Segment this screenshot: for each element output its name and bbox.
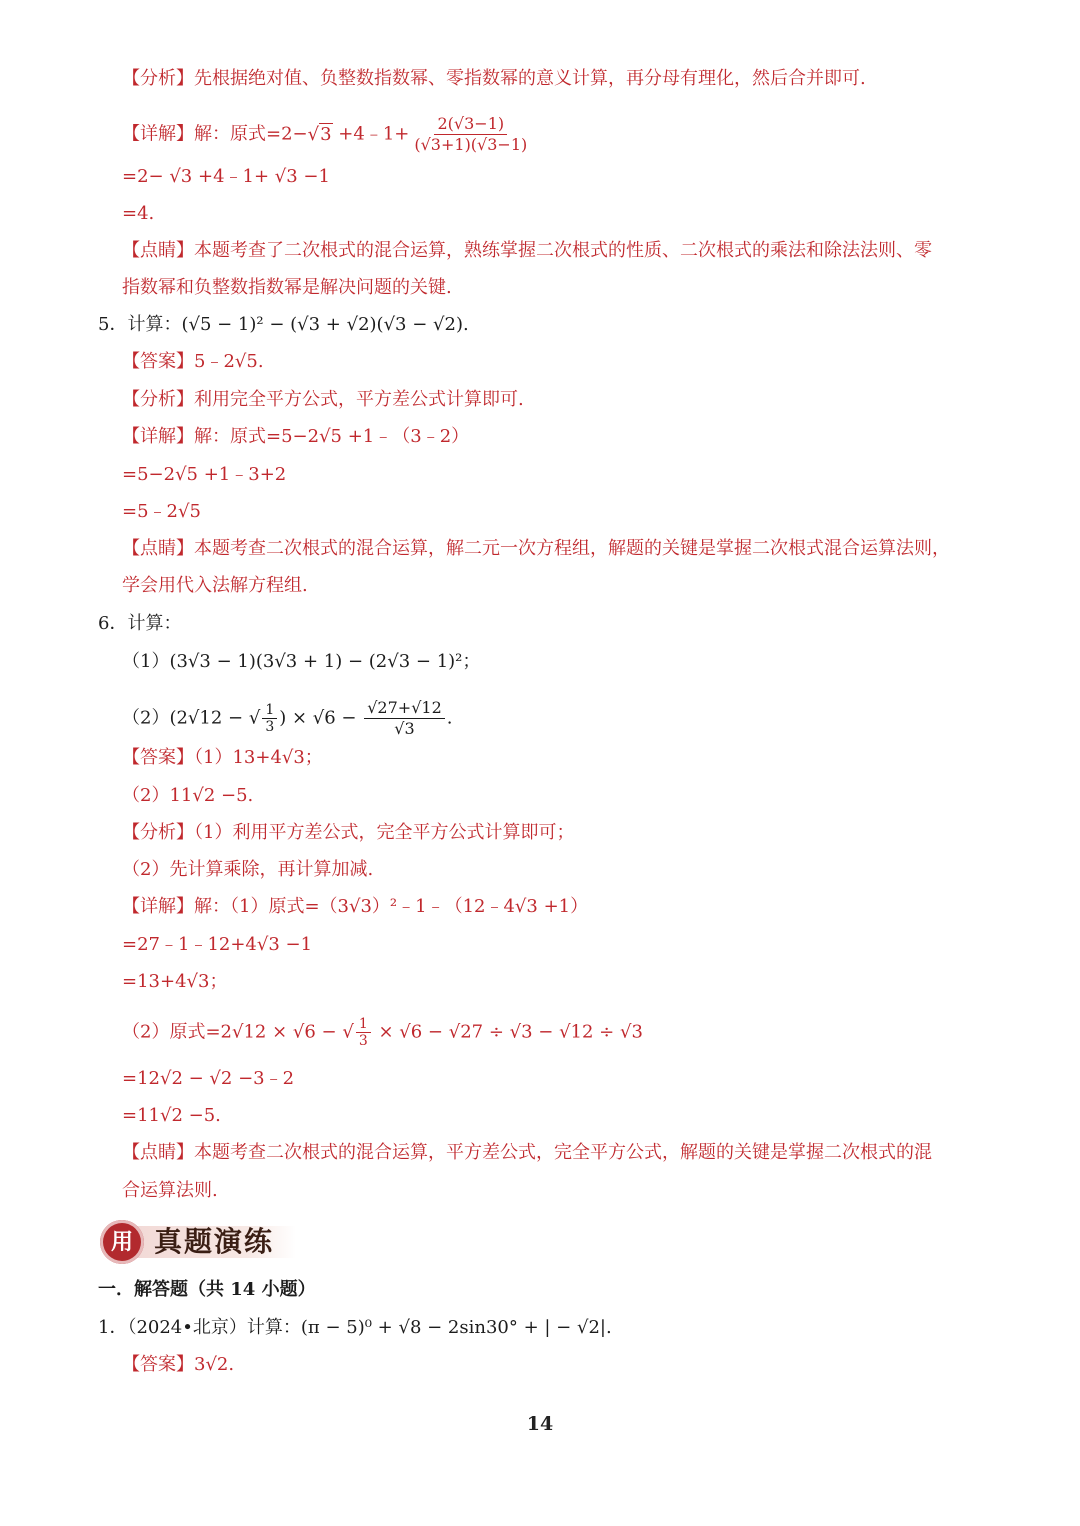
- step-line: =5−2√5 +1﹣3+2: [122, 464, 287, 485]
- comment-line: 合运算法则.: [122, 1180, 218, 1201]
- denominator: (√3+1)(√3−1): [414, 135, 528, 154]
- radicand: 3: [320, 123, 332, 145]
- text-segment: ) × √6 −: [279, 707, 363, 729]
- question-5: 5．计算：(√5 − 1)² − (√3 + √2)(√3 − √2).: [98, 314, 469, 335]
- answer-line: 【答案】3√2.: [122, 1354, 235, 1375]
- step-line: =12√2 − √2 −3﹣2: [122, 1068, 295, 1089]
- fraction: [262, 702, 277, 735]
- answer-line: 【答案】（1）13+4√3；: [122, 747, 323, 768]
- solution-line: 【详解】解：（1）原式=（3√3）²﹣1﹣（12﹣4√3 +1）: [122, 896, 589, 917]
- sqrt-expression: √ $\frac{1}{3}$: [249, 702, 279, 735]
- answer-line: 【答案】5﹣2√5.: [122, 351, 264, 372]
- section-heading: 一．解答题（共 14 小题）: [98, 1279, 316, 1300]
- text-segment: .: [446, 707, 453, 729]
- question-6-part-1: （1）(3√3 − 1)(3√3 + 1) − (2√3 − 1)²；: [122, 651, 481, 672]
- fraction: [356, 1016, 371, 1049]
- question-1: 1．（2024•北京）计算：(π − 5)⁰ + √8 − 2sin30° + | − √2|.: [98, 1317, 612, 1338]
- solution-line: [122, 1016, 643, 1049]
- denominator: 3: [265, 719, 275, 735]
- solution-line: [122, 114, 532, 155]
- text-segment: 【详解】解：原式=2−: [122, 123, 308, 145]
- numerator: 1: [356, 1016, 371, 1033]
- page-number: 14: [526, 1413, 554, 1435]
- text-segment: （2）原式=2√12 × √6 −: [122, 1021, 343, 1043]
- comment-line: 【点睛】本题考查二次根式的混合运算，解二元一次方程组，解题的关键是掌握二次根式混合运算法则，: [122, 538, 950, 559]
- analysis-line: 【分析】先根据绝对值、负整数指数幂、零指数幂的意义计算，再分母有理化，然后合并即可.: [122, 68, 866, 89]
- step-line: =27﹣1﹣12+4√3 −1: [122, 934, 313, 955]
- numerator: 1: [262, 702, 277, 719]
- analysis-line: 【分析】利用完全平方公式，平方差公式计算即可.: [122, 389, 524, 410]
- section-banner: [100, 1220, 296, 1264]
- solution-line: 【详解】解：原式=5−2√5 +1﹣（3﹣2）: [122, 426, 470, 447]
- sqrt-expression: √3: [307, 123, 332, 145]
- text-segment: +4﹣1+: [332, 123, 410, 145]
- step-line: =2− √3 +4﹣1+ √3 −1: [122, 166, 330, 187]
- result-line: =5﹣2√5: [122, 501, 201, 522]
- fraction: [411, 114, 530, 155]
- analysis-line: 【分析】（1）利用平方差公式，完全平方公式计算即可；: [122, 822, 575, 843]
- text-segment: （2）(2√12 −: [122, 707, 249, 729]
- result-line: =4.: [122, 203, 155, 224]
- banner-title: 真题演练: [154, 1225, 275, 1258]
- sqrt-expression: √ $\frac{1}{3}$: [342, 1016, 372, 1049]
- text-segment: × √6 − √27 ÷ √3 − √12 ÷ √3: [372, 1021, 643, 1043]
- numerator: √27+√12: [364, 698, 445, 719]
- comment-line: 【点睛】本题考查二次根式的混合运算，平方差公式，完全平方公式，解题的关键是掌握二次根式的混: [122, 1142, 932, 1163]
- denominator: √3: [394, 719, 415, 738]
- comment-line: 学会用代入法解方程组.: [122, 575, 308, 596]
- numerator: 2(√3−1): [434, 114, 507, 135]
- banner-badge: 用: [100, 1220, 144, 1264]
- result-line: =13+4√3；: [122, 971, 228, 992]
- answer-line: （2）11√2 −5.: [122, 785, 254, 806]
- analysis-line: （2）先计算乘除，再计算加减.: [122, 859, 374, 880]
- denominator: 3: [358, 1033, 368, 1049]
- question-6-part-2: [122, 698, 452, 739]
- result-line: =11√2 −5.: [122, 1105, 221, 1126]
- fraction: [364, 698, 445, 739]
- question-6: 6．计算：: [98, 613, 182, 634]
- comment-line: 指数幂和负整数指数幂是解决问题的关键.: [122, 277, 452, 298]
- comment-line: 【点睛】本题考查了二次根式的混合运算，熟练掌握二次根式的性质、二次根式的乘法和除法法则、零: [122, 240, 932, 261]
